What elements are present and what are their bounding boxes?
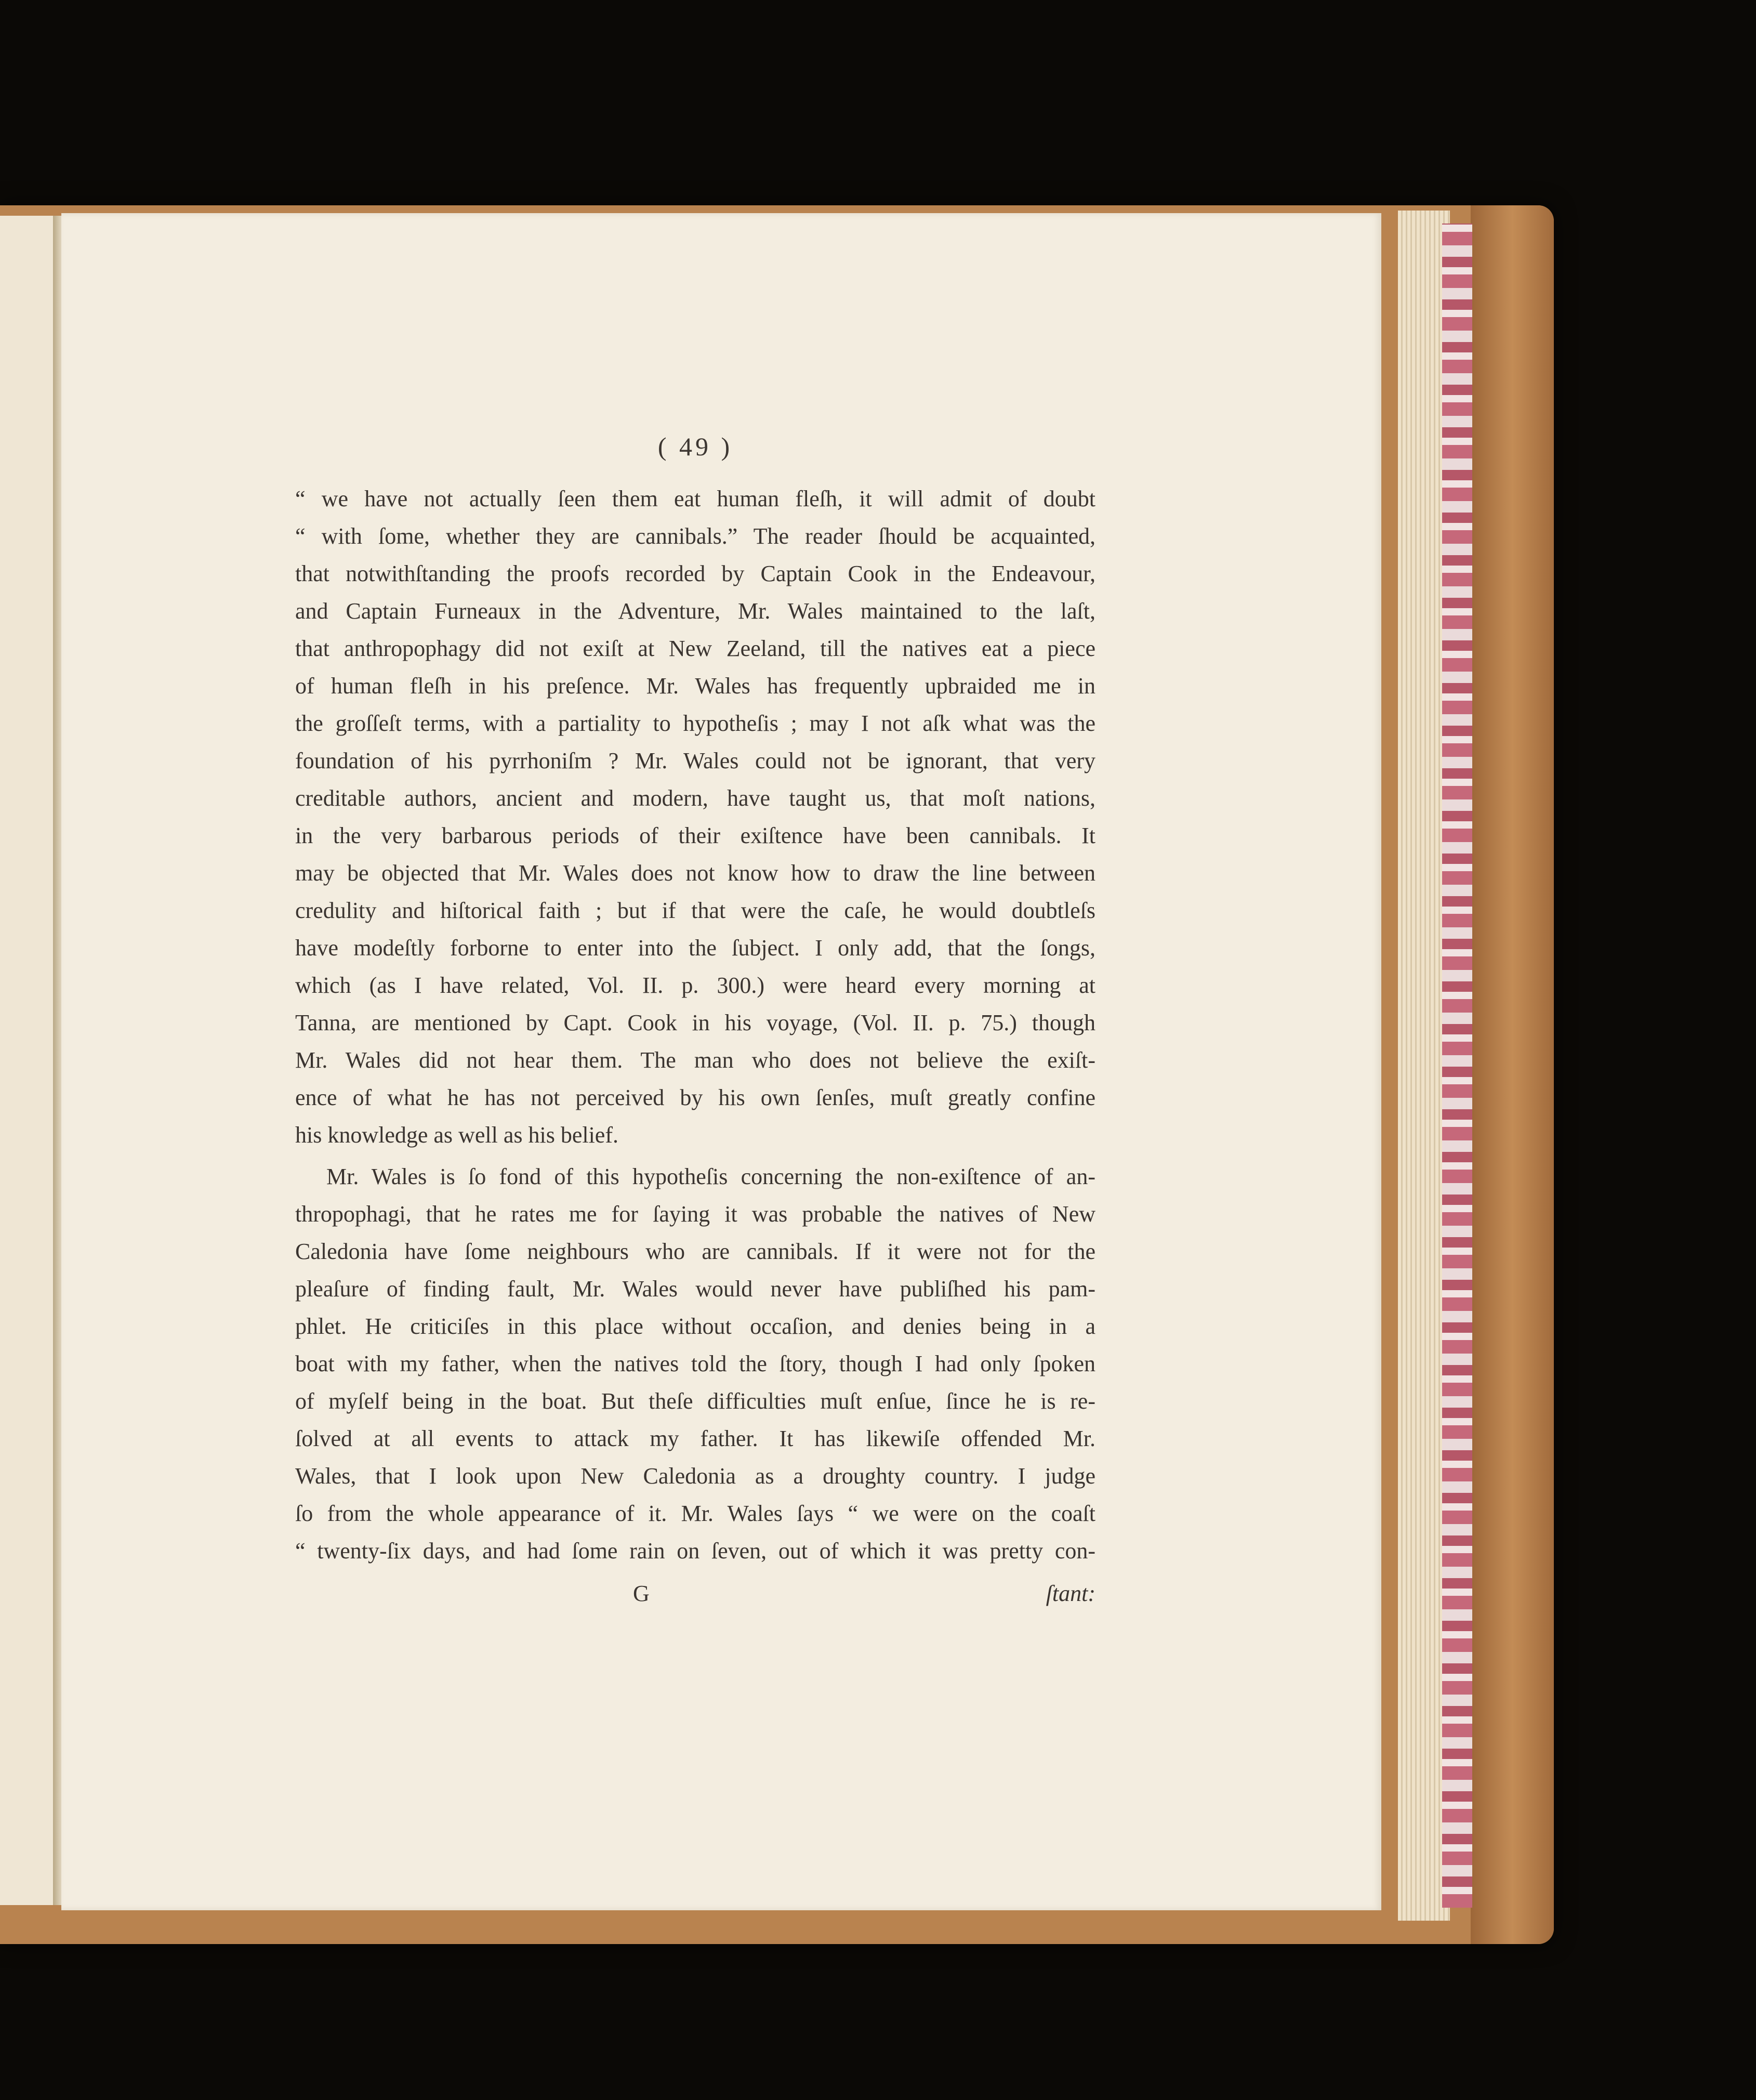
text-line: that notwithſtanding the proofs recorded by Captain Cook in the Endeavour, xyxy=(295,561,1095,586)
page-footer xyxy=(295,1580,1095,1617)
text-line: ſolved at all events to attack my father. It has likewiſe offended Mr. xyxy=(295,1426,1095,1451)
text-line: “ twenty-ſix days, and had ſome rain on ſeven, out of which it was pretty con- xyxy=(295,1538,1095,1564)
text-line: which (as I have related, Vol. II. p. 300.) were heard every morning at xyxy=(295,973,1095,998)
text-line: may be objected that Mr. Wales does not know how to draw the line between xyxy=(295,860,1095,886)
text-line: the groſſeſt terms, with a partiality to hypotheſis ; may I not aſk what was the xyxy=(295,711,1095,736)
page-number: ( 49 ) xyxy=(657,432,733,461)
text-line: “ we have not actually ſeen them eat human fleſh, it will admit of doubt xyxy=(295,486,1095,511)
text-line: Mr. Wales did not hear them. The man who does not believe the exiſt- xyxy=(295,1047,1095,1073)
text-line: foundation of his pyrrhoniſm ? Mr. Wales could not be ignorant, that very xyxy=(295,748,1095,773)
text-line: of myſelf being in the boat. But theſe difficulties muſt enſue, ſince he is re- xyxy=(295,1388,1095,1414)
text-line: “ with ſome, whether they are cannibals.” The reader ſhould be acquainted, xyxy=(295,523,1095,549)
text-line: have modeſtly forborne to enter into the ſubject. I only add, that the ſongs, xyxy=(295,935,1095,961)
book-cover-edge xyxy=(1471,205,1554,1944)
text-line: thropophagi, that he rates me for ſaying it was probable the natives of New xyxy=(295,1201,1095,1227)
text-line: of human fleſh in his preſence. Mr. Wales has frequently upbraided me in xyxy=(295,673,1095,699)
text-line: ence of what he has not perceived by his own ſenſes, muſt greatly confine xyxy=(295,1085,1095,1110)
text-line: his knowledge as well as his belief. xyxy=(295,1122,618,1148)
text-line: Tanna, are mentioned by Capt. Cook in his voyage, (Vol. II. p. 75.) though xyxy=(295,1010,1095,1035)
text-line: creditable authors, ancient and modern, have taught us, that moſt nations, xyxy=(295,785,1095,811)
page-text-block xyxy=(295,431,1095,1845)
text-line: ſo from the whole appearance of it. Mr. Wales ſays “ we were on the coaſt xyxy=(295,1501,1095,1526)
signature-mark: G xyxy=(633,1581,650,1606)
left-page-edge xyxy=(0,216,54,1905)
text-line: and Captain Furneaux in the Adventure, Mr. Wales maintained to the laſt, xyxy=(295,598,1095,624)
text-line: in the very barbarous periods of their exiſtence have been cannibals. It xyxy=(295,823,1095,848)
text-line: phlet. He criticiſes in this place without occaſion, and denies being in a xyxy=(295,1314,1095,1339)
text-line: that anthropophagy did not exiſt at New Zeeland, till the natives eat a piece xyxy=(295,636,1095,661)
marbled-page-edge xyxy=(1442,224,1472,1908)
text-line: Caledonia have ſome neighbours who are cannibals. If it were not for the xyxy=(295,1239,1095,1264)
catchword: ſtant: xyxy=(1046,1581,1095,1606)
text-line: Wales, that I look upon New Caledonia as a droughty country. I judge xyxy=(295,1463,1095,1489)
book-page xyxy=(61,213,1381,1910)
text-line: boat with my father, when the natives told the ſtory, though I had only ſpoken xyxy=(295,1351,1095,1376)
text-line: Mr. Wales is ſo fond of this hypotheſis concerning the non-exiſtence of an- xyxy=(326,1164,1095,1189)
text-line: pleaſure of finding fault, Mr. Wales would never have publiſhed his pam- xyxy=(295,1276,1095,1302)
text-line: credulity and hiſtorical faith ; but if that were the caſe, he would doubtleſs xyxy=(295,898,1095,923)
